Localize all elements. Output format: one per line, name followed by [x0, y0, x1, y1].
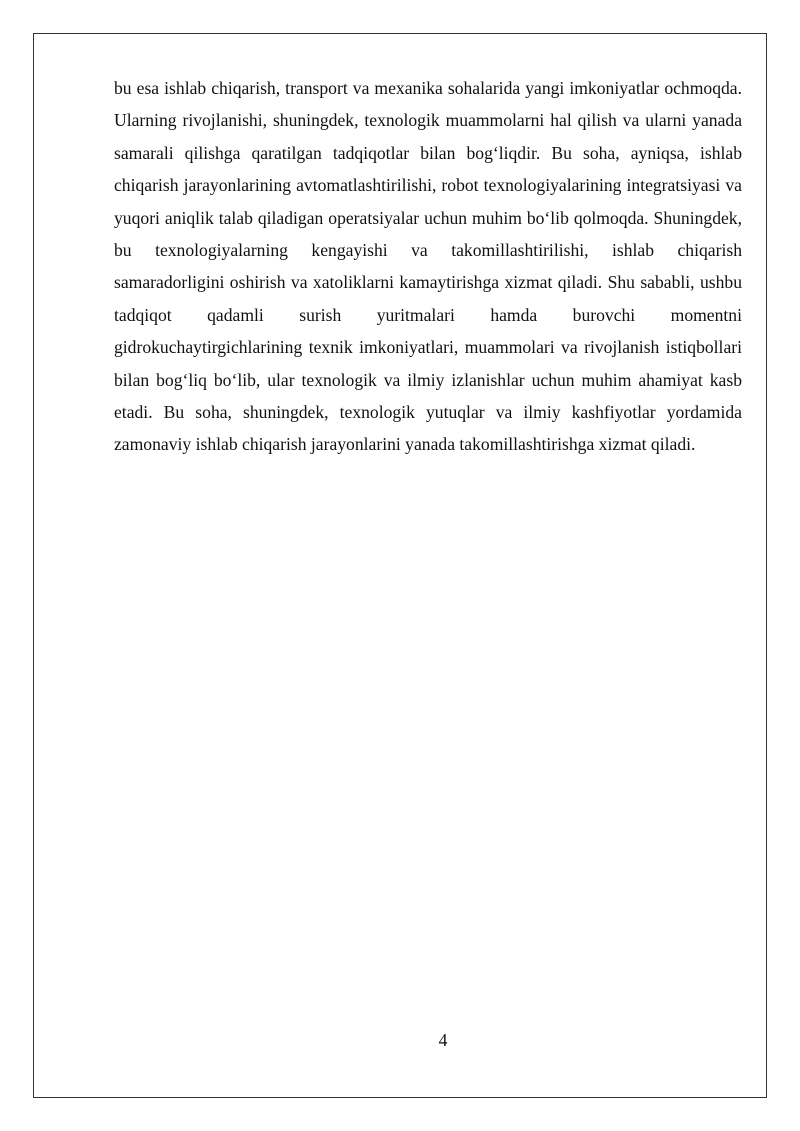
body-paragraph: bu esa ishlab chiqarish, transport va mexanika sohalarida yangi imkoniyatlar ochmoqda. Ularning rivojlanishi, shuningdek, texnologik muammolarni hal qilish va ularni yanada samarali qilishga qaratilgan tadqiqotlar bilan bog‘liqdir. Bu soha, ayniqsa, ishlab chiqarish jarayonlarining avtomatlashtirilishi, robot texnologiyalarining integratsiyasi va yuqori aniqlik talab qiladigan operatsiyalar uchun muhim bo‘lib qolmoqda. Shuningdek, bu texnologiyalarning kengayishi va takomillashtirilishi, ishlab chiqarish samaradorligini oshirish va xatoliklarni kamaytirishga xizmat qiladi. Shu sababli, ushbu tadqiqot qadamli surish yuritmalari hamda burovchi momentni gidrokuchaytirgichlarining texnik imkoniyatlari, muammolari va rivojlanish istiqbollari bilan bog‘liq bo‘lib, ular texnologik va ilmiy izlanishlar uchun muhim ahamiyat kasb etadi. Bu soha, shuningdek, texnologik yutuqlar va ilmiy kashfiyotlar yordamida zamonaviy ishlab chiqarish jarayonlarini yanada takomillashtirishga xizmat qiladi. [114, 78, 742, 455]
page-number: 4 [438, 1030, 448, 1050]
